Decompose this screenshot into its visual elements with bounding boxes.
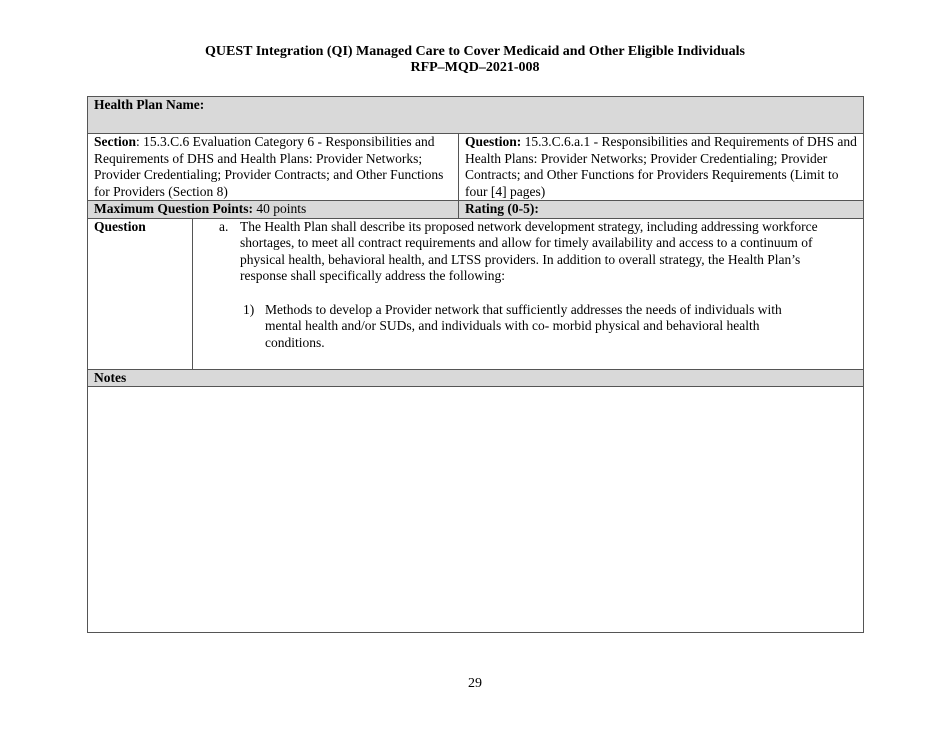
rating-label: Rating (0-5): xyxy=(465,201,539,216)
section-text: : 15.3.C.6 Evaluation Category 6 - Responsibilities and Requirements of DHS and Health Plans: Provider Networks; Provider Credentialing; Provider Contracts; and Other Functions for Providers (Section 8) xyxy=(94,134,444,199)
question-body-cell xyxy=(193,218,864,369)
section-label: Section xyxy=(94,134,136,149)
page-number: 29 xyxy=(468,676,482,691)
question-ref-text: 15.3.C.6.a.1 - Responsibilities and Requirements of DHS and Health Plans: Provider Networks; Provider Credentialing; Provider Contracts; and Other Functions for Providers Requirements (Limit to four [4] pages) xyxy=(465,134,857,199)
notes-header-cell xyxy=(88,369,864,387)
question-a-marker: a. xyxy=(219,218,229,234)
notes-area[interactable] xyxy=(88,387,864,633)
section-cell xyxy=(88,134,459,201)
evaluation-form-table xyxy=(87,96,864,633)
question-item-a xyxy=(199,219,857,285)
question-label-cell xyxy=(88,218,193,369)
question-item-1 xyxy=(199,302,857,352)
document-title: QUEST Integration (QI) Managed Care to Cover Medicaid and Other Eligible Individuals xyxy=(205,44,745,59)
max-points-cell xyxy=(88,201,459,219)
question-1-text: Methods to develop a Provider network that sufficiently addresses the needs of individuals with mental health and/or SUDs, and individuals with co- morbid physical and behavioral health conditions. xyxy=(265,301,782,350)
max-points-value: 40 points xyxy=(253,201,307,216)
question-a-text: The Health Plan shall describe its proposed network development strategy, including addressing workforce shortages, to meet all contract requirements and allow for timely availability and access to a continuum of physical health, behavioral health, and LTSS providers. In addition to overall strategy, the Health Plan’s response shall specifically address the following: xyxy=(240,218,818,283)
max-points-label: Maximum Question Points: xyxy=(94,201,254,216)
health-plan-name-cell xyxy=(88,97,864,134)
question-ref-label: Question: xyxy=(465,134,522,149)
question-ref-cell xyxy=(459,134,864,201)
rfp-number: RFP–MQD–2021-008 xyxy=(410,60,540,75)
question-label: Question xyxy=(94,218,146,234)
question-1-marker: 1) xyxy=(243,301,255,317)
health-plan-name-label: Health Plan Name: xyxy=(94,97,205,112)
rating-cell xyxy=(459,201,864,219)
notes-label: Notes xyxy=(94,369,127,385)
